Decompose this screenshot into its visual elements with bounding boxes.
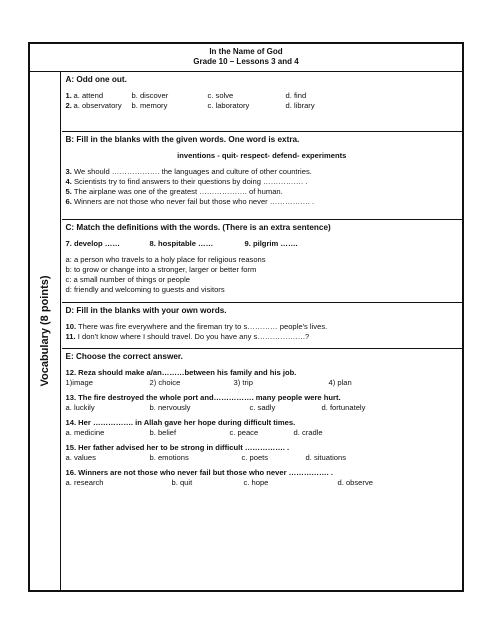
question-16-options: [66, 478, 459, 488]
word-hospitable: 8. hospitable ……: [149, 239, 214, 248]
section-a-title: A: Odd one out.: [65, 75, 127, 84]
word-pilgrim: 9. pilgrim …….: [244, 239, 298, 248]
q12-option-3: 3) trip: [233, 378, 253, 387]
section-c-title: C: Match the definitions with the words. (There is an extra sentence): [65, 223, 331, 232]
q11-number: 11.: [65, 332, 76, 341]
q15-option-b: b. emotions: [149, 453, 189, 462]
q14-option-d: d. cradle: [293, 428, 323, 437]
exam-sheet: [28, 42, 464, 592]
q1-number: 1.: [65, 91, 72, 100]
definition-d: d: friendly and welcoming to guests and visitors: [65, 285, 225, 294]
question-14-stem: 14. Her ……………. in Allah gave her hope during difficult times.: [65, 418, 296, 427]
q16-option-b: b. quit: [171, 478, 193, 487]
q13-option-a: a. luckily: [65, 403, 95, 412]
section-b: [62, 132, 463, 220]
q13-option-c: c. sadly: [249, 403, 276, 412]
section-sidebar: [30, 72, 61, 590]
match-words: [66, 239, 459, 249]
q1-option-d: d. find: [285, 91, 307, 100]
question-15-stem: 15. Her father advised her to be strong in difficult ……………. .: [65, 443, 290, 452]
q11-text: I don't know where I should travel. Do you have any s……………….?: [75, 332, 310, 341]
section-d: [62, 303, 463, 349]
question-6: [66, 197, 459, 207]
q5-number: 5.: [65, 187, 72, 196]
q14-option-a: a. medicine: [65, 428, 105, 437]
q1-option-a: a. attend: [73, 91, 104, 100]
question-12-stem: 12. Reza should make a/an………between his family and his job.: [65, 368, 297, 377]
question-3: [66, 167, 459, 177]
q15-option-d: d. situations: [305, 453, 347, 462]
question-12-options: [66, 378, 459, 388]
section-a: [62, 72, 463, 132]
q16-option-d: d. observe: [337, 478, 373, 487]
q1-option-c: c. solve: [207, 91, 234, 100]
header-title: In the Name of God: [209, 47, 283, 56]
header-subtitle: Grade 10 – Lessons 3 and 4: [193, 57, 299, 66]
q4-text: Scientists try to find answers to their questions by doing ……………. .: [71, 177, 308, 186]
section-b-title: B: Fill in the blanks with the given words. One word is extra.: [65, 135, 300, 144]
question-16-stem: 16. Winners are not those who never fail but those who never ……………. .: [65, 468, 333, 477]
q2-option-a: a. observatory: [73, 101, 122, 110]
question-14-options: [66, 428, 459, 438]
section-c: [62, 220, 463, 303]
word-bank: inventions - quit- respect- defend- experiments: [177, 151, 347, 160]
q12-option-2: 2) choice: [149, 378, 181, 387]
question-15-options: [66, 453, 459, 463]
question-10: [66, 322, 459, 332]
q14-option-b: b. belief: [149, 428, 177, 437]
q1-option-b: b. discover: [131, 91, 169, 100]
question-5: [66, 187, 459, 197]
word-develop: 7. develop ……: [65, 239, 120, 248]
q4-number: 4.: [65, 177, 72, 186]
q5-text: The airplane was one of the greatest ………………. of human.: [71, 187, 283, 196]
question-11: [66, 332, 459, 342]
q2-option-b: b. memory: [131, 101, 168, 110]
q15-option-a: a. values: [65, 453, 96, 462]
question-13-stem: 13. The fire destroyed the whole port and……………. many people were hurt.: [65, 393, 341, 402]
q16-option-c: c. hope: [243, 478, 269, 487]
q10-text: There was fire everywhere and the fireman try to s………… people's lives.: [76, 322, 328, 331]
q2-option-c: c. laboratory: [207, 101, 250, 110]
section-e: [62, 349, 463, 590]
q2-number: 2.: [65, 101, 72, 110]
q16-option-a: a. research: [65, 478, 104, 487]
definition-a: a: a person who travels to a holy place for religious reasons: [65, 255, 266, 264]
q6-number: 6.: [65, 197, 72, 206]
sheet-header: [30, 44, 462, 72]
q15-option-c: c. poets: [241, 453, 269, 462]
q12-option-1: 1)image: [65, 378, 93, 387]
questions-area: [62, 72, 463, 590]
q10-number: 10.: [65, 322, 77, 331]
q13-option-b: b. nervously: [149, 403, 191, 412]
q13-option-d: d. fortunately: [321, 403, 366, 412]
question-13-options: [66, 403, 459, 413]
section-d-title: D: Fill in the blanks with your own words.: [65, 306, 227, 315]
question-1: [66, 91, 459, 101]
q12-option-4: 4) plan: [328, 378, 352, 387]
question-4: [66, 177, 459, 187]
vocabulary-label: Vocabulary (8 points): [39, 275, 51, 387]
definition-c: c: a small number of things or people: [65, 275, 191, 284]
q14-option-c: c. peace: [229, 428, 259, 437]
definition-b: b: to grow or change into a stronger, larger or better form: [65, 265, 257, 274]
section-e-title: E: Choose the correct answer.: [65, 352, 183, 361]
q6-text: Winners are not those who never fail but those who never ……………. .: [71, 197, 315, 206]
q2-option-d: d. library: [285, 101, 315, 110]
q3-number: 3.: [65, 167, 72, 176]
question-2: [66, 101, 459, 111]
q3-text: We should ………………. the languages and culture of other countries.: [71, 167, 312, 176]
